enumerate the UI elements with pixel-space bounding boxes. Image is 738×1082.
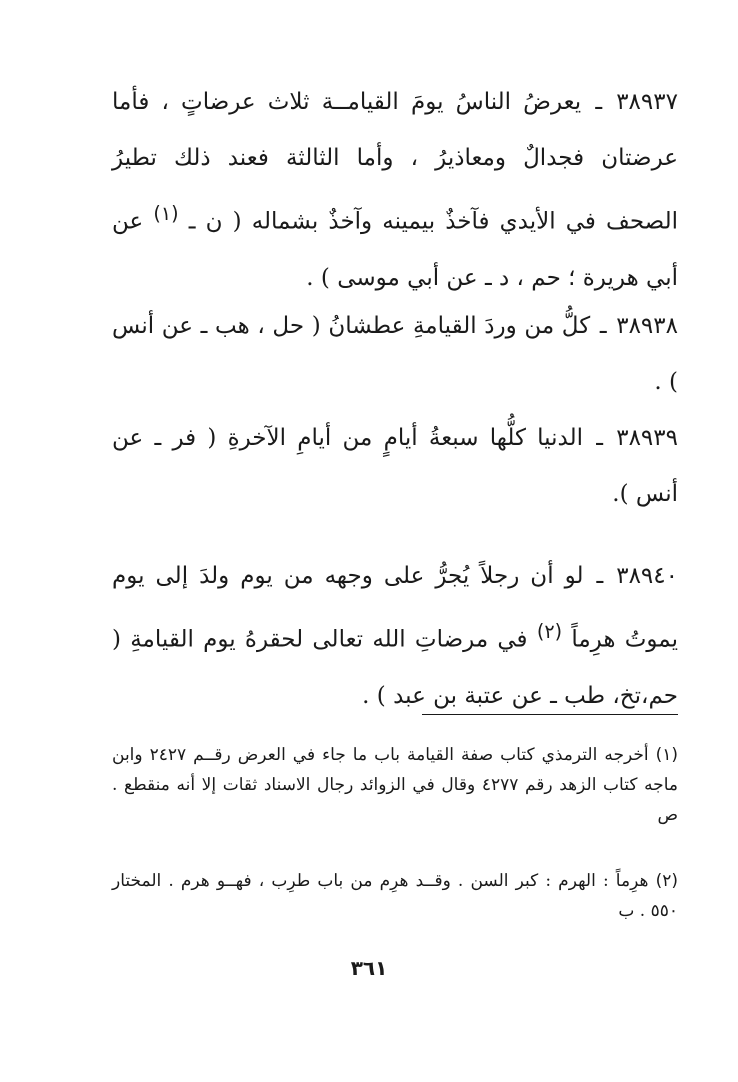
hadith-entry: ٣٨٩٤٠ ـ لو أن رجلاً يُجرُّ على وجهه من يوم ولدَ إلى يوم يموتُ هرِماً $^{(٢)}$ في مرضاتِ الله تعالى لحقرهُ يوم القيامةِ ( حم،تخ، طب ـ عن عتبة بن عبد ) .	[112, 563, 678, 709]
page-number: ٣٦١	[350, 956, 388, 980]
hadith-text: لو أن رجلاً يُجرُّ على وجهه من يوم ولدَ إلى يوم يموتُ هرِماً	[112, 563, 678, 653]
hadith-text: كلُّ من وردَ القيامةِ عطشانُ ( حل ، هب ـ عن أنس ) .	[112, 313, 678, 395]
footnote	[112, 866, 678, 926]
footnote-divider	[422, 714, 678, 715]
footnote-reference: (٢)	[536, 620, 563, 643]
hadith-text: يعرضُ الناسُ يومَ القيامــة ثلاث عرضاتٍ ، فأما عرضتان فجدالٌ ومعاذيرُ ، وأما الثالثة فعند ذلك تطيرُ الصحف في الأيدي فآخذٌ بيمينه وآخذٌ بشماله ( ن ـ	[112, 89, 679, 235]
footnote-text: أخرجه الترمذي كتاب صفة القيامة باب ما جاء في العرض رقــم ٢٤٢٧ وابن ماجه كتاب الزهد رقم ٤٢٧٧ وقال في الزوائد رجال الاسناد ثقات إلا أنه منقطع . ص	[112, 745, 678, 825]
hadith-number: ٣٨٩٣٩	[616, 425, 678, 451]
hadith-number: ٣٨٩٣٧	[616, 89, 678, 115]
hadith-entry: ٣٨٩٣٧ ـ يعرضُ الناسُ يومَ القيامــة ثلاث عرضاتٍ ، فأما عرضتان فجدالٌ ومعاذيرُ ، وأما الثالثة فعند ذلك تطيرُ الصحف في الأيدي فآخذٌ بيمينه وآخذٌ بشماله ( ن ـ $^{(١)}$ عن أبي هريرة ؛ حم ، د ـ عن أبي موسى ) .	[112, 89, 679, 291]
footnote-reference: (١)	[153, 202, 179, 225]
hadith-entry: ٣٨٩٣٩ ـ الدنيا كلُّها سبعةُ أيامٍ من أيامِ الآخرةِ ( فر ـ عن أنس ).	[112, 425, 678, 507]
hadith-text-continued: عن أبي هريرة ؛ حم ، د ـ عن أبي موسى ) .	[112, 208, 678, 291]
footnote-mark: (١)	[655, 745, 679, 765]
hadith-entry: ٣٨٩٣٨ ـ كلُّ من وردَ القيامةِ عطشانُ ( حل ، هب ـ عن أنس ) .	[112, 313, 678, 395]
footnote-mark: (٢)	[655, 871, 678, 891]
footnote-text: هرِماً : الهرم : كبر السن . وقــد هرِم من باب طرِب ، فهــو هرم . المختار ٥٥٠ . ب	[112, 871, 678, 921]
hadith-text: الدنيا كلُّها سبعةُ أيامٍ من أيامِ الآخرةِ ( فر ـ عن أنس ).	[112, 425, 678, 507]
hadith-number: ٣٨٩٣٨	[616, 313, 678, 339]
footnote	[112, 740, 678, 830]
hadith-text-continued: في مرضاتِ الله تعالى لحقرهُ يوم القيامةِ ( حم،تخ، طب ـ عن عتبة بن عبد ) .	[112, 626, 678, 709]
hadith-number: ٣٨٩٤٠	[616, 563, 678, 589]
